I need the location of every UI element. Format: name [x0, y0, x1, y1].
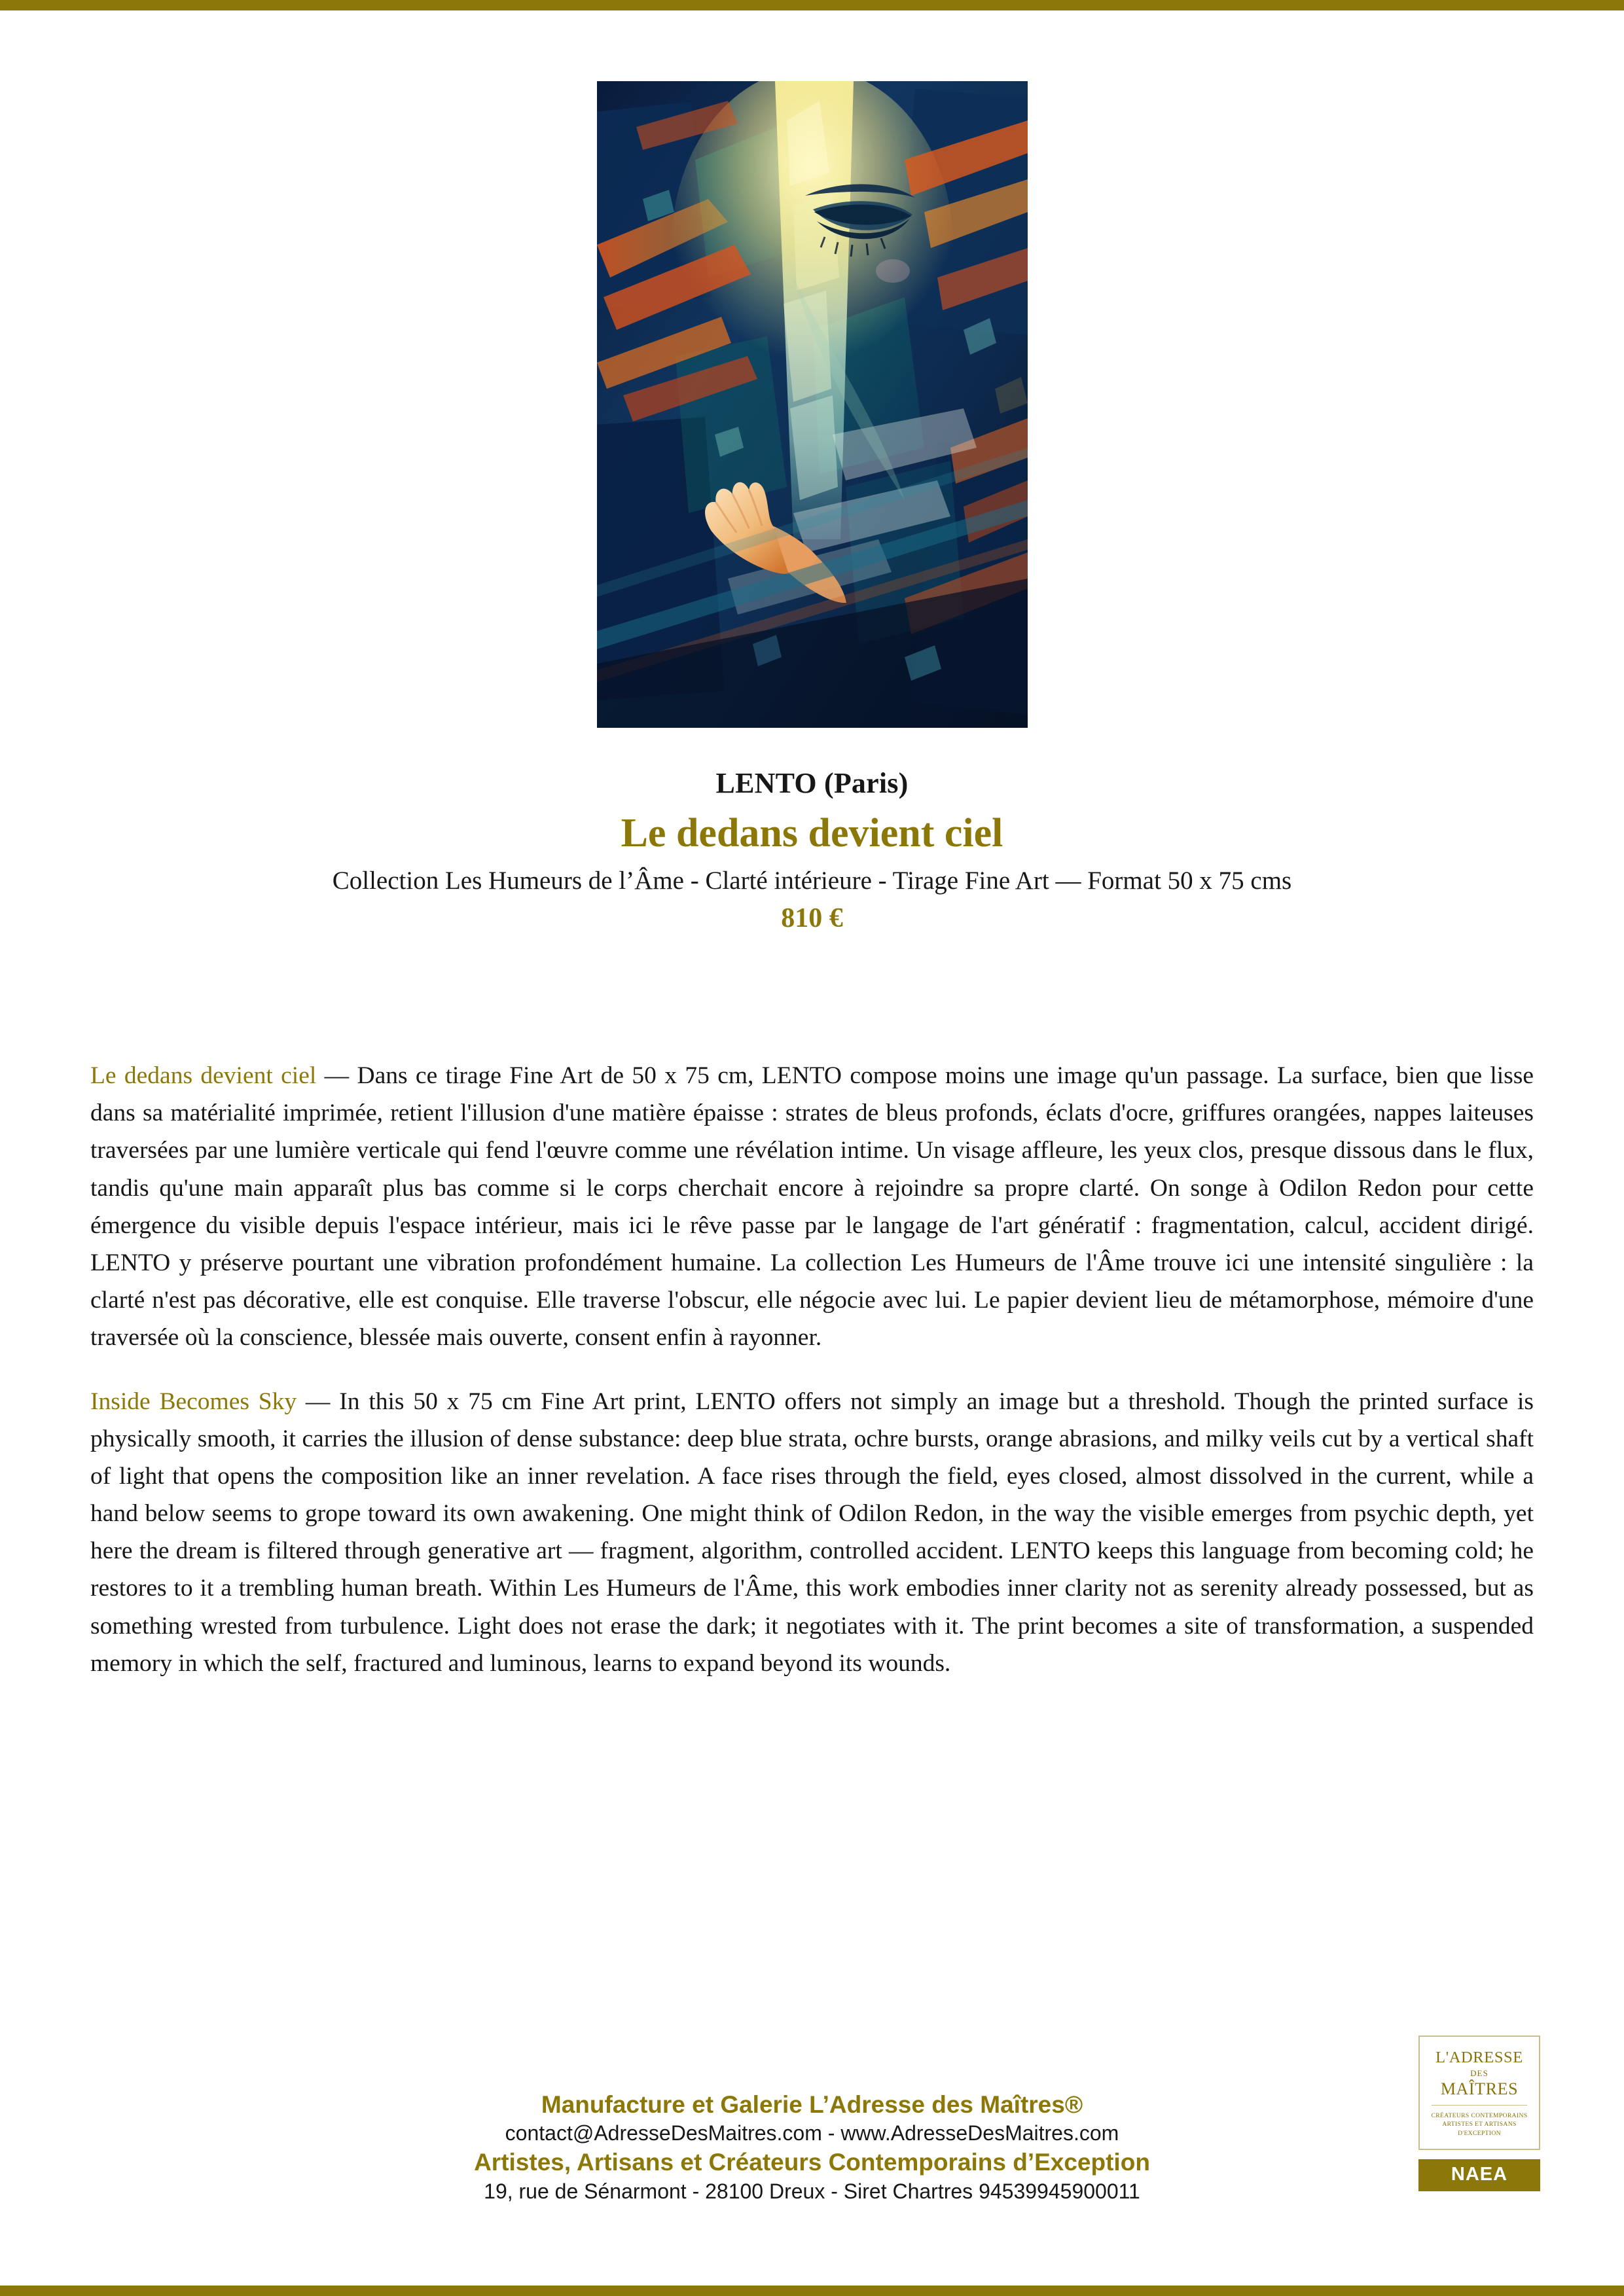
logo-line-adresse: L'ADRESSE	[1435, 2049, 1523, 2066]
logo-line-maitres: MAÎTRES	[1440, 2079, 1519, 2098]
bottom-accent-bar	[0, 2286, 1624, 2296]
description-body	[90, 1057, 1534, 1682]
logo-sub-line-3: D'EXCEPTION	[1458, 2130, 1501, 2138]
top-accent-bar	[0, 0, 1624, 10]
naea-badge: NAEA	[1418, 2159, 1540, 2191]
work-subtitle: Collection Les Humeurs de l’Âme - Clarté intérieure - Tirage Fine Art — Format 50 x 75 cms	[332, 866, 1292, 895]
logo-sub-line-1: CRÉATEURS CONTEMPORAINS	[1431, 2111, 1528, 2119]
title-block	[0, 767, 1624, 935]
logo-divider	[1432, 2105, 1527, 2106]
price-label: 810 €	[781, 903, 843, 933]
footer-tagline: Artistes, Artisans et Créateurs Contemporains d’Exception	[474, 2149, 1150, 2176]
artwork-svg	[597, 81, 1028, 728]
footer-company-name: Manufacture et Galerie L’Adresse des Maîtres®	[541, 2091, 1083, 2118]
paragraph-french	[90, 1057, 1534, 1357]
logo-line-des: DES	[1470, 2068, 1489, 2079]
paragraph-english	[90, 1383, 1534, 1683]
logo-sub-line-2: ARTISTES ET ARTISANS	[1442, 2121, 1517, 2128]
paragraph-french-lead: Le dedans devient ciel	[90, 1062, 317, 1089]
logo-card	[1418, 2036, 1540, 2150]
footer-contact[interactable]: contact@AdresseDesMaitres.com - www.AdresseDesMaitres.com	[505, 2121, 1119, 2145]
footer-address: 19, rue de Sénarmont - 28100 Dreux - Siret Chartres 94539945900011	[484, 2179, 1140, 2203]
footer	[0, 2089, 1624, 2205]
paragraph-english-lead: Inside Becomes Sky	[90, 1388, 297, 1415]
paragraph-french-text: — Dans ce tirage Fine Art de 50 x 75 cm, LENTO compose moins une image qu'un passage. La surface, bien que lisse dans sa matérialité imprimée, retient l'illusion d'une matière épaisse : strates de bleus profonds, éclats d'ocre, griffures orangées, nappes laiteuses traversées par une lumière verticale qui fend l'œuvre comme une révélation intime. Un visage affleure, les yeux clos, presque dissous dans le flux, tandis qu'une main apparaît plus bas comme si le corps cherchait encore à rejoindre sa propre clarté. On songe à Odilon Redon pour cette émergence du visible depuis l'espace intérieur, mais ici le rêve passe par le langage de l'art génératif : fragmentation, calcul, accident dirigé. LENTO y préserve pourtant une vibration profondément humaine. La collection Les Humeurs de l'Âme trouve ici une intensité singulière : la clarté n'est pas décorative, elle est conquise. Elle traverse l'obscur, elle négocie avec lui. Le papier devient lieu de métamorphose, mémoire d'une traversée où la conscience, blessée mais ouverte, consent enfin à rayonner.	[90, 1062, 1534, 1352]
page-title: Le dedans devient ciel	[621, 810, 1003, 855]
paragraph-english-text: — In this 50 x 75 cm Fine Art print, LENTO offers not simply an image but a threshold. Though the printed surface is physically smooth, it carries the illusion of dense substance: deep blue strata, ochre bursts, orange abrasions, and milky veils cut by a vertical shaft of light that opens the composition like an inner revelation. A face rises through the field, eyes closed, almost dissolved in the current, while a hand below seems to grope toward its own awakening. One might think of Odilon Redon, in the way the visible emerges from psychic depth, yet here the dream is filtered through generative art — fragment, algorithm, controlled accident. LENTO keeps this language from becoming cold; he restores to it a trembling human breath. Within Les Humeurs de l'Âme, this work embodies inner clarity not as serenity already possessed, but as something wrested from turbulence. Light does not erase the dark; it negotiates with it. The print becomes a site of transformation, a suspended memory in which the self, fractured and luminous, learns to expand beyond its wounds.	[90, 1388, 1534, 1677]
artist-name: LENTO (Paris)	[715, 767, 909, 799]
brand-logo	[1418, 2036, 1540, 2191]
artwork-image	[597, 81, 1028, 728]
artwork-figure	[597, 81, 1028, 728]
